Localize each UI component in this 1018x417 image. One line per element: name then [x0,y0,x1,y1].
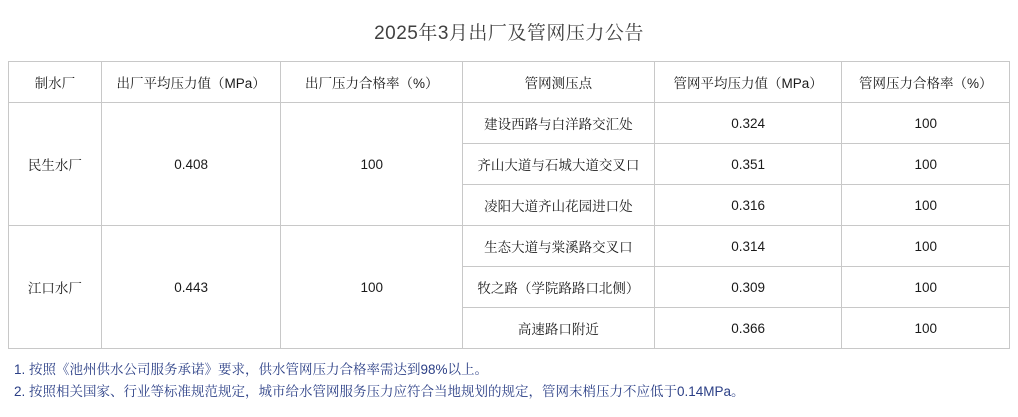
table-body [9,103,1010,349]
header-network-pass-rate: 管网压力合格率（%） [842,62,1010,103]
plant-avg-pressure: 0.408 [101,103,281,226]
network-point-name: 生态大道与棠溪路交叉口 [463,226,655,267]
footer-note-1: 1. 按照《池州供水公司服务承诺》要求，供水管网压力合格率需达到98%以上。 [14,362,489,377]
footer-note-2: 2. 按照相关国家、行业等标准规范规定，城市给水管网服务压力应符合当地规划的规定，管网末梢压力不应低于0.14MPa。 [14,384,745,400]
network-avg-pressure: 0.309 [654,267,842,308]
network-pass-rate: 100 [842,308,1010,349]
plant-pass-rate: 100 [281,226,463,349]
plant-avg-pressure: 0.443 [101,226,281,349]
network-point-name: 凌阳大道齐山花园进口处 [463,185,655,226]
header-network-avg-pressure: 管网平均压力值（MPa） [654,62,842,103]
network-avg-pressure: 0.324 [654,103,842,144]
table-row [9,226,1010,267]
plant-name: 江口水厂 [9,226,102,349]
table-header [9,62,1010,103]
network-pass-rate: 100 [842,144,1010,185]
network-avg-pressure: 0.351 [654,144,842,185]
header-plant: 制水厂 [9,62,102,103]
table-header-row [9,62,1010,103]
network-point-name: 齐山大道与石城大道交叉口 [463,144,655,185]
network-pass-rate: 100 [842,226,1010,267]
table-row [9,103,1010,144]
network-point-name: 高速路口附近 [463,308,655,349]
network-pass-rate: 100 [842,185,1010,226]
network-avg-pressure: 0.314 [654,226,842,267]
header-network-point: 管网测压点 [463,62,655,103]
network-point-name: 牧之路（学院路路口北侧） [463,267,655,308]
page-title: 2025年3月出厂及管网压力公告 [374,23,644,44]
network-avg-pressure: 0.366 [654,308,842,349]
header-plant-avg-pressure: 出厂平均压力值（MPa） [101,62,281,103]
header-plant-pass-rate: 出厂压力合格率（%） [281,62,463,103]
network-pass-rate: 100 [842,103,1010,144]
network-pass-rate: 100 [842,267,1010,308]
pressure-table [8,61,1010,349]
footer-notes [8,349,1010,404]
plant-name: 民生水厂 [9,103,102,226]
network-point-name: 建设西路与白洋路交汇处 [463,103,655,144]
plant-pass-rate: 100 [281,103,463,226]
network-avg-pressure: 0.316 [654,185,842,226]
